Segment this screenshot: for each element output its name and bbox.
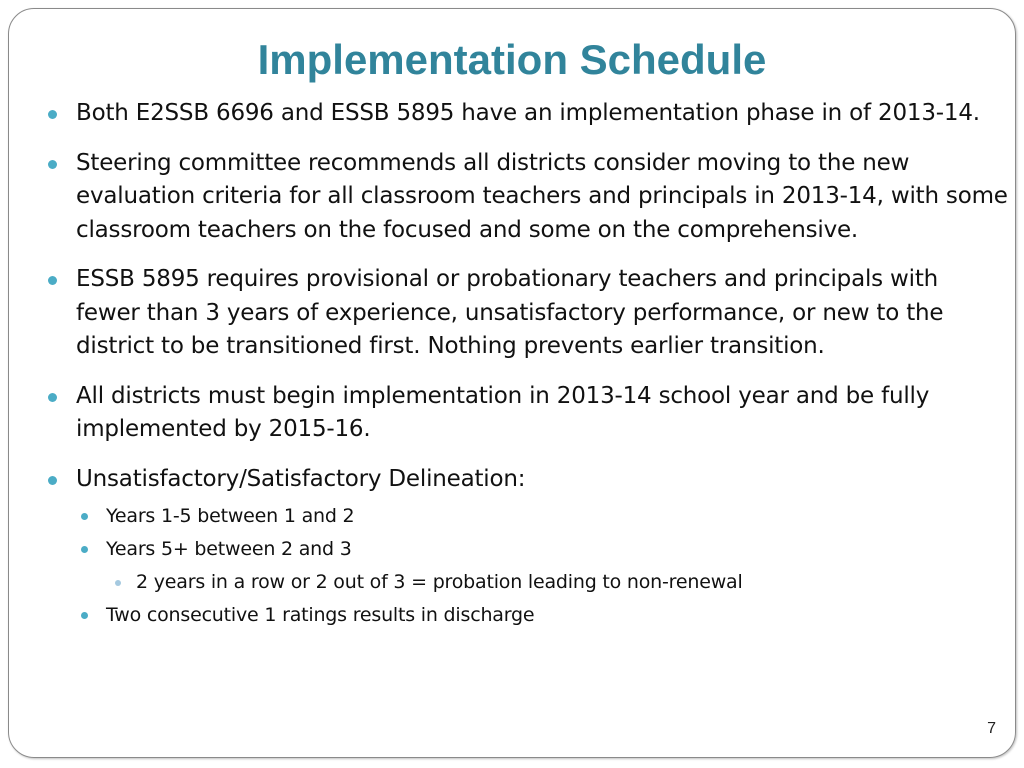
sub-sub-bullet-text: 2 years in a row or 2 out of 3 = probation leading to non-renewal <box>136 571 743 593</box>
page-number: 7 <box>987 720 996 737</box>
sub-bullet-text: Two consecutive 1 ratings results in discharge <box>106 604 535 626</box>
sub-bullet-item <box>48 533 1008 566</box>
sub-bullet-text: Years 1-5 between 1 and 2 <box>106 505 355 527</box>
sub-bullet-dot-icon <box>81 612 88 619</box>
bullet-dot-icon <box>48 393 57 402</box>
sub-bullet-dot-icon <box>81 546 88 553</box>
bullet-text: ESSB 5895 requires provisional or probationary teachers and principals with fewer than 3 years of experience, unsatisfactory performance, or new to the district to be transitioned first. Nothing prevents earlier transition. <box>76 266 944 359</box>
bullet-text: Both E2SSB 6696 and ESSB 5895 have an implementation phase in of 2013-14. <box>76 100 980 126</box>
bullet-dot-icon <box>48 110 57 119</box>
bullet-item <box>48 380 1008 447</box>
bullet-text: Unsatisfactory/Satisfactory Delineation: <box>76 465 526 492</box>
bullet-dot-icon <box>48 476 57 485</box>
bullet-dot-icon <box>48 160 57 169</box>
slide-title: Implementation Schedule <box>257 36 767 83</box>
bullet-text: All districts must begin implementation in 2013-14 school year and be fully implemented by 2015-16. <box>76 382 930 442</box>
sub-bullet-item <box>48 599 1008 632</box>
sub-sub-bullet-dot-icon <box>115 580 121 586</box>
sub-sub-bullet-item <box>48 566 1008 599</box>
sub-bullet-text: Years 5+ between 2 and 3 <box>106 538 352 560</box>
sub-bullet-dot-icon <box>81 513 88 520</box>
bullet-list <box>48 97 1008 632</box>
bullet-dot-icon <box>48 276 57 285</box>
bullet-item <box>48 147 1008 248</box>
bullet-item <box>48 463 1008 497</box>
bullet-item <box>48 97 1008 131</box>
bullet-item <box>48 263 1008 364</box>
sub-bullet-item <box>48 500 1008 533</box>
bullet-text: Steering committee recommends all districts consider moving to the new evaluation criteria for all classroom teachers and principals in 2013-14, with some classroom teachers on the focused and some on the comprehensive. <box>76 149 1008 243</box>
